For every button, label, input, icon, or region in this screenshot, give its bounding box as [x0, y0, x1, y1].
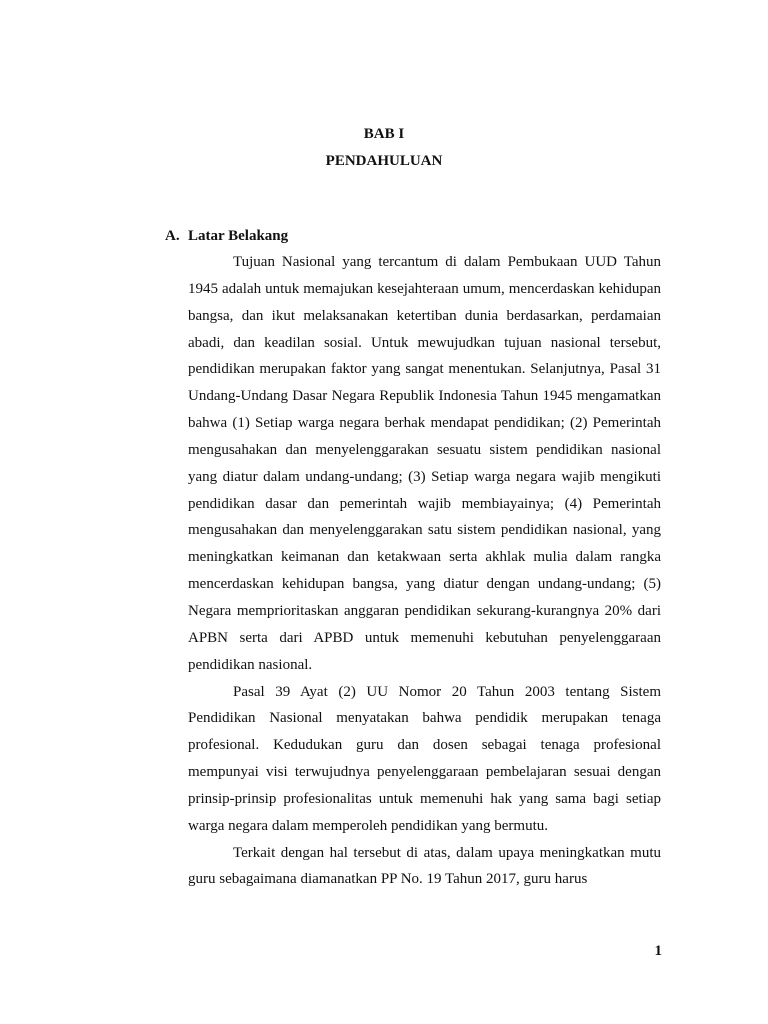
section-heading	[165, 226, 288, 246]
paragraph-3: Terkait dengan hal tersebut di atas, dalam upaya meningkatkan mutu guru sebagaimana diamanatkan PP No. 19 Tahun 2017, guru harus	[188, 844, 661, 888]
page-number: 1	[654, 943, 662, 959]
chapter-number: BAB I	[363, 126, 405, 142]
paragraph-1: Tujuan Nasional yang tercantum di dalam Pembukaan UUD Tahun 1945 adalah untuk memajukan kesejahteraan umum, mencerdaskan kehidupan bangsa, dan ikut melaksanakan ketertiban dunia berdasarkan, perdamaian abadi, dan keadilan sosial. Untuk mewujudkan tujuan nasional tersebut, pendidikan merupakan faktor yang sangat menentukan. Selanjutnya, Pasal 31 Undang-Undang Dasar Negara Republik Indonesia Tahun 1945 mengamatkan bahwa (1) Setiap warga negara berhak mendapat pendidikan; (2) Pemerintah mengusahakan dan menyelenggarakan sesuatu sistem pendidikan nasional yang diatur dalam undang-undang; (3) Setiap warga negara wajib mengikuti pendidikan dasar dan pemerintah wajib membiayainya; (4) Pemerintah mengusahakan dan menyelenggarakan satu sistem pendidikan nasional, yang meningkatkan keimanan dan ketakwaan serta akhlak mulia dalam rangka mencerdaskan kehidupan bangsa, yang diatur dengan undang-undang; (5) Negara memprioritaskan anggaran pendidikan sekurang-kurangnya 20% dari APBN serta dari APBD untuk memenuhi kebutuhan penyelenggaraan pendidikan nasional.	[188, 254, 661, 673]
paragraph-2: Pasal 39 Ayat (2) UU Nomor 20 Tahun 2003 tentang Sistem Pendidikan Nasional menyatakan bahwa pendidik merupakan tenaga profesional. Kedudukan guru dan dosen sebagai tenaga profesional mempunyai visi terwujudnya penyelenggaraan pembelajaran sesuai dengan prinsip-prinsip profesionalitas untuk memenuhi hak yang sama bagi setiap warga negara dalam memperoleh pendidikan yang bermutu.	[188, 683, 661, 834]
section-title: Latar Belakang	[188, 228, 289, 244]
body-text	[188, 249, 661, 893]
chapter-title: PENDAHULUAN	[325, 153, 443, 169]
section-marker: A.	[165, 228, 180, 244]
